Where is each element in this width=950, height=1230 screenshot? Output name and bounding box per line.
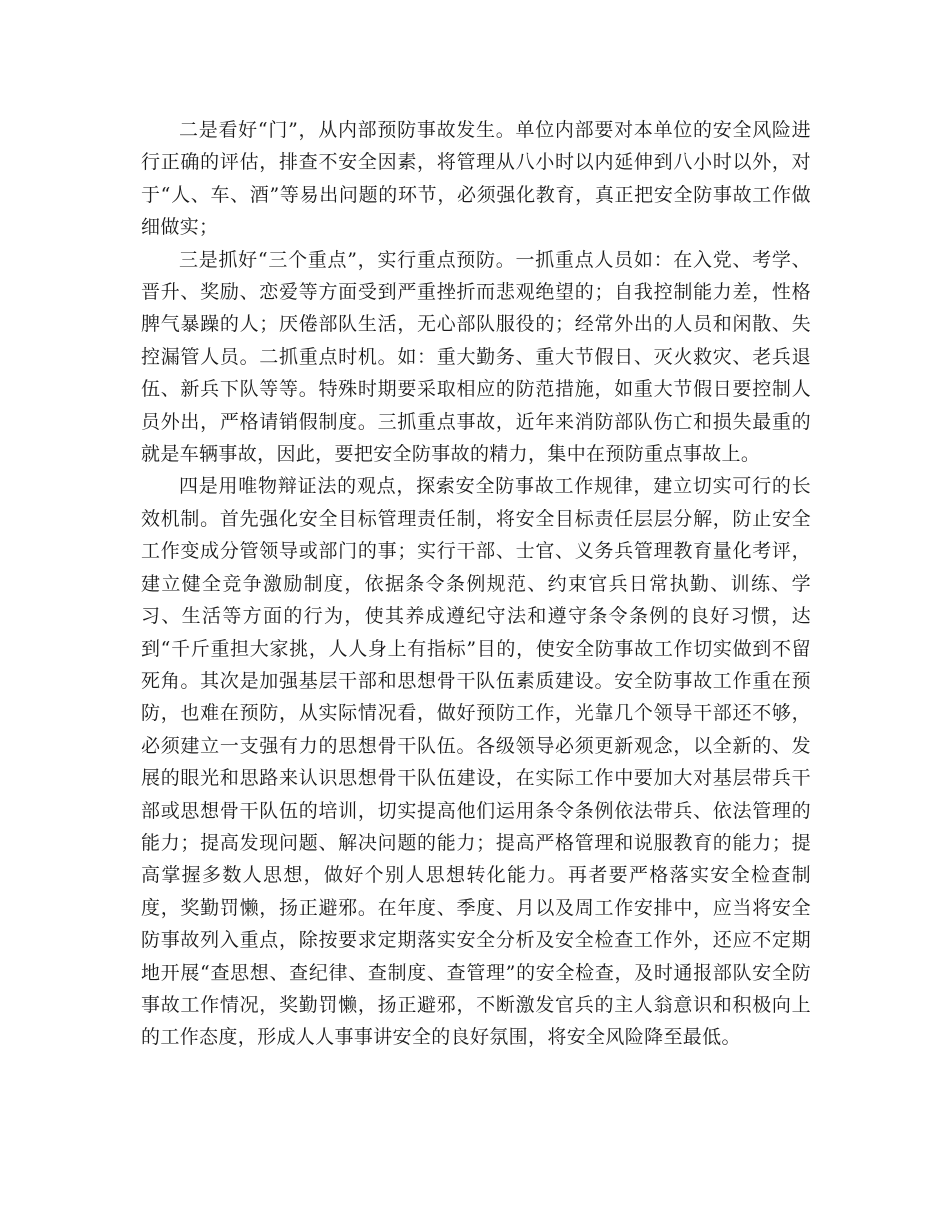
paragraph-door-prevention: 二是看好“门”，从内部预防事故发生。单位内部要对本单位的安全风险进行正确的评估，排查不安全因素，将管理从八小时以内延伸到八小时以外，对于“人、车、酒”等易出问题的环节，必须强化教育，真正把安全防事故工作做细做实；: [141, 119, 811, 239]
document-body: [141, 114, 811, 1054]
paragraph-dialectical-mechanism: 四是用唯物辩证法的观点，探索安全防事故工作规律，建立切实可行的长效机制。首先强化安全目标管理责任制，将安全目标责任层层分解，防止安全工作变成分管领导或部门的事；实行干部、士官、义务兵管理教育量化考评，建立健全竞争激励制度，依据条令条例规范、约束官兵日常执勤、训练、学习、生活等方面的行为，使其养成遵纪守法和遵守条令条例的良好习惯，达到“千斤重担大家挑，人人身上有指标”目的，使安全防事故工作切实做到不留死角。其次是加强基层干部和思想骨干队伍素质建设。安全防事故工作重在预防，也难在预防，从实际情况看，做好预防工作，光靠几个领导干部还不够，必须建立一支强有力的思想骨干队伍。各级领导必须更新观念，以全新的、发展的眼光和思路来认识思想骨干队伍建设，在实际工作中要加大对基层带兵干部或思想骨干队伍的培训，切实提高他们运用条令条例依法带兵、依法管理的能力；提高发现问题、解决问题的能力；提高严格管理和说服教育的能力；提高掌握多数人思想，做好个别人思想转化能力。再者要严格落实安全检查制度，奖勤罚懒，扬正避邪。在年度、季度、月以及周工作安排中，应当将安全防事故列入重点，除按要求定期落实安全分析及安全检查工作外，还应不定期地开展“查思想、查纪律、查制度、查管理”的安全检查，及时通报部队安全防事故工作情况，奖勤罚懒，扬正避邪，不断激发官兵的主人翁意识和积极向上的工作态度，形成人人事事讲安全的良好氛围，将安全风险降至最低。: [141, 475, 811, 1049]
paragraph-three-key-points: 三是抓好“三个重点”，实行重点预防。一抓重点人员如：在入党、考学、晋升、奖励、恋爱等方面受到严重挫折而悲观绝望的；自我控制能力差，性格脾气暴躁的人；厌倦部队生活，无心部队服役的；经常外出的人员和闲散、失控漏管人员。二抓重点时机。如：重大勤务、重大节假日、灭火救灾、老兵退伍、新兵下队等等。特殊时期要采取相应的防范措施，如重大节假日要控制人员外出，严格请销假制度。三抓重点事故，近年来消防部队伤亡和损失最重的就是车辆事故，因此，要把安全防事故的精力，集中在预防重点事故上。: [141, 248, 811, 466]
